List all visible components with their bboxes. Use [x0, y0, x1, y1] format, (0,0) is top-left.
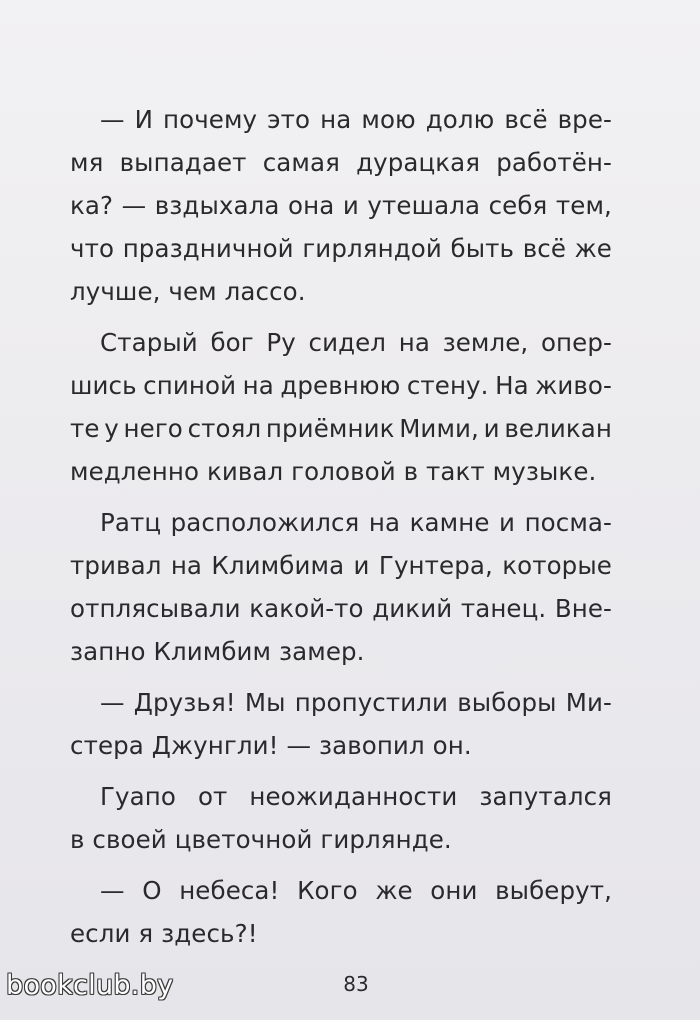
- text-line: мя выпадает самая дурацкая работён-: [70, 148, 612, 177]
- text-line: если я здесь?!: [70, 919, 258, 948]
- watermark-logo: bookclub.by: [6, 970, 174, 1001]
- text-line: ка? — вздыхала она и утешала себя тем,: [70, 191, 612, 220]
- text-line: Гуапо от неожиданности запутался: [100, 782, 612, 811]
- text-line: запно Климбим замер.: [70, 637, 365, 666]
- text-line: — Друзья! Мы пропустили выборы Ми-: [100, 688, 612, 717]
- text-line: шись спиной на древнюю стену. На живо-: [70, 371, 612, 400]
- text-line: что праздничной гирляндой быть всё же: [70, 234, 612, 263]
- text-line: — О небеса! Кого же они выберут,: [100, 876, 612, 905]
- text-line: лучше, чем лассо.: [70, 277, 306, 306]
- text-line: Ратц расположился на камне и посма-: [100, 508, 612, 537]
- text-line: в своей цветочной гирлянде.: [70, 825, 452, 854]
- body-text: [70, 98, 612, 955]
- text-line: Старый бог Ру сидел на земле, опер-: [100, 328, 612, 357]
- page-number: 83: [343, 972, 369, 996]
- text-line: стера Джунгли! — завопил он.: [70, 731, 472, 760]
- text-line: — И почему это на мою долю всё вре-: [100, 105, 612, 134]
- text-line: медленно кивал головой в такт музыке.: [70, 457, 597, 486]
- text-line: те у него стоял приёмник Мими, и великан: [70, 414, 612, 443]
- text-line: тривал на Климбима и Гунтера, которые: [70, 551, 612, 580]
- text-line: отплясывали какой-то дикий танец. Вне-: [70, 594, 612, 623]
